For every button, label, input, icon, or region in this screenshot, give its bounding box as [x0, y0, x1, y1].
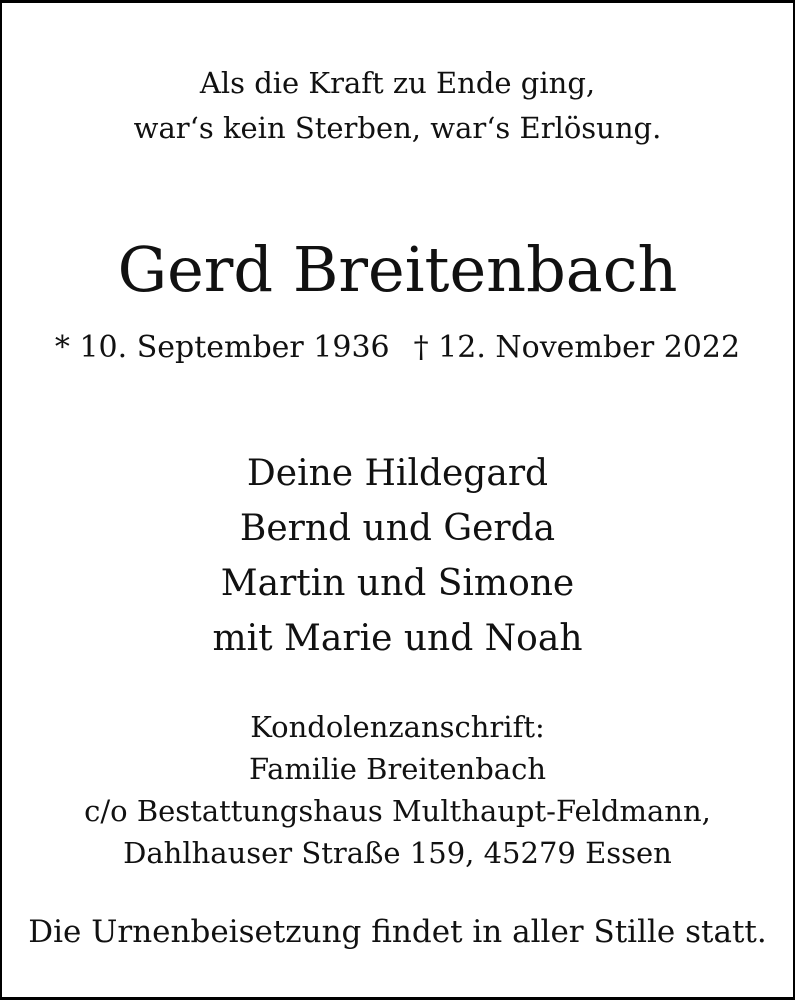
- verse-line-2: war‘s kein Sterben, war‘s Erlösung.: [133, 111, 662, 145]
- mourners-list: [2, 446, 793, 666]
- condolence-street-city: Dahlhauser Straße 159, 45279 Essen: [123, 836, 672, 870]
- mourner-line: mit Marie und Noah: [212, 618, 583, 659]
- condolence-address: [2, 706, 793, 874]
- verse-line-1: Als die Kraft zu Ende ging,: [199, 66, 596, 100]
- deceased-name: Gerd Breitenbach: [117, 233, 678, 306]
- condolence-family: Familie Breitenbach: [248, 752, 547, 786]
- condolence-funeral-home: c/o Bestattungshaus Multhaupt-Feldmann,: [84, 794, 711, 828]
- mourner-line: Bernd und Gerda: [239, 508, 556, 549]
- burial-notice: Die Urnenbeisetzung findet in aller Stille statt.: [28, 914, 767, 950]
- mourner-line: Deine Hildegard: [246, 453, 549, 494]
- mourner-line: Martin und Simone: [220, 563, 575, 604]
- birth-date: * 10. September 1936: [54, 330, 390, 365]
- death-date: † 12. November 2022: [413, 330, 741, 365]
- condolence-heading: Kondolenzanschrift:: [250, 710, 545, 744]
- memorial-verse: [2, 61, 793, 151]
- life-dates: [2, 325, 793, 370]
